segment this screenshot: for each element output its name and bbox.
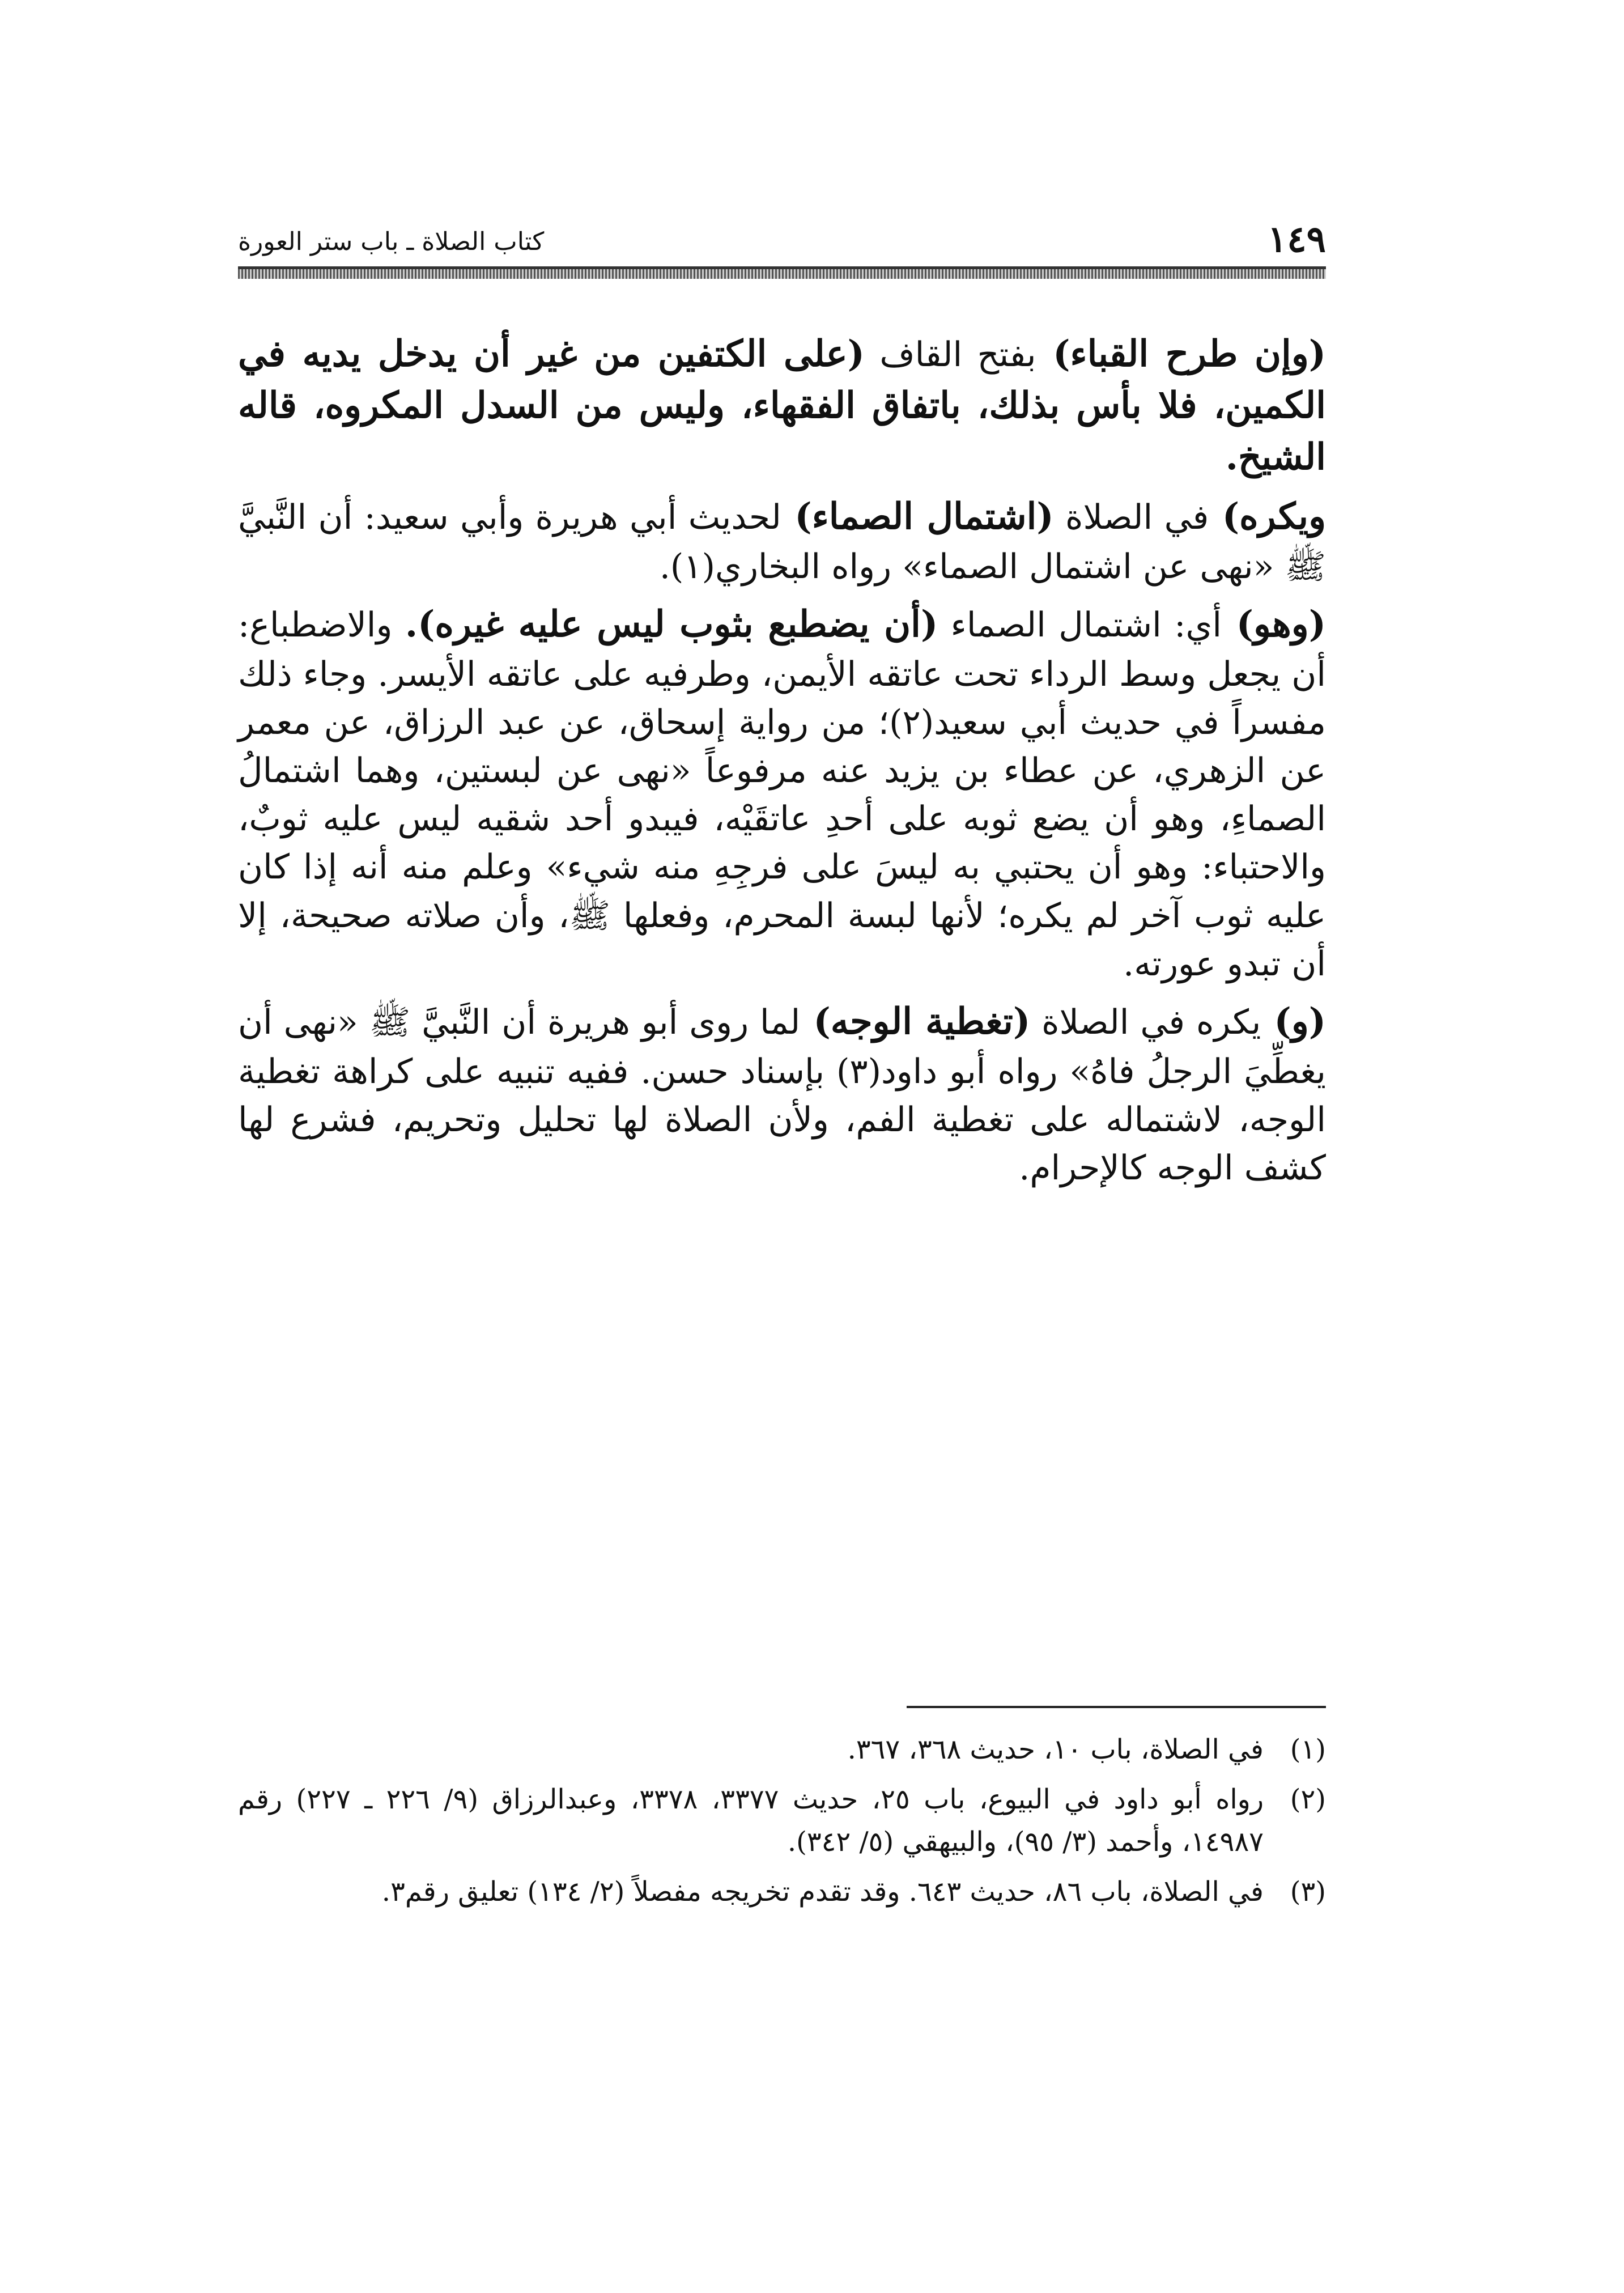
page-number: ١٤٩ xyxy=(1267,218,1326,261)
footnotes xyxy=(238,1729,1326,1921)
footnote-separator xyxy=(907,1706,1326,1708)
running-title: كتاب الصلاة ـ باب ستر العورة xyxy=(238,227,545,256)
plain-segment: بفتح القاف xyxy=(864,335,1036,375)
footnote-text: في الصلاة، باب ١٠، حديث ٣٦٨، ٣٦٧. xyxy=(847,1734,1264,1765)
paragraph-2 xyxy=(238,491,1326,591)
bold-segment: (على الكتفين من غير أن يدخل يديه في الكمين، فلا بأس بذلك، باتفاق الفقهاء، وليس من السدل المكروه، قاله الشيخ. xyxy=(238,333,1327,478)
main-text xyxy=(238,329,1326,1200)
plain-segment: يكره في الصلاة xyxy=(1030,1002,1261,1042)
bold-segment: (وإن طرح القباء) xyxy=(1036,333,1326,375)
page-header xyxy=(238,210,1326,261)
paragraph-3 xyxy=(238,599,1326,988)
bold-segment: (وهو) xyxy=(1222,602,1326,646)
footnote-number: (٣) xyxy=(1290,1876,1326,1908)
bold-segment: (و) xyxy=(1261,1000,1327,1043)
bold-segment: (اشتمال الصماء) xyxy=(781,495,1054,538)
plain-segment: أي: اشتمال الصماء xyxy=(938,605,1222,645)
bold-segment: ويكره) xyxy=(1209,495,1327,538)
plain-segment: والاضطباع: أن يجعل وسط الرداء تحت عاتقه الأيمن، وطرفيه على عاتقه الأيسر. وجاء ذلك مفسراً في حديث أبي سعيد(٢)؛ من رواية إسحاق، عن عبد الرزاق، عن معمر عن الزهري، عن عطاء بن يزيد عنه مرفوعاً «نهى عن لبستين، وهما اشتمالُ الصماءِ، وهو أن يضع ثوبه على أحدِ عاتقَيْه، فيبدو أحد شقيه ليس عليه ثوبٌ، والاحتباء: وهو أن يحتبي به ليسَ على فرجِهِ منه شيء» وعلم منه أنه إذا كان عليه ثوب آخر لم يكره؛ لأنها لبسة المحرم، وفعلها ﷺ، وأن صلاته صحيحة، إلا أن تبدو عورته. xyxy=(238,605,1326,984)
paragraph-1 xyxy=(238,329,1326,483)
footnote-item xyxy=(238,1871,1326,1913)
footnote-number: (٢) xyxy=(1290,1784,1326,1816)
footnote-text: في الصلاة، باب ٨٦، حديث ٦٤٣. وقد تقدم تخريجه مفصلاً (٢/ ١٣٤) تعليق رقم٣. xyxy=(381,1876,1264,1908)
footnote-text: رواه أبو داود في البيوع، باب ٢٥، حديث ٣٣٧٧، ٣٣٧٨، وعبدالرزاق (٩/ ٢٢٦ ـ ٢٢٧) رقم ١٤٩٨٧، وأحمد (٣/ ٩٥)، والبيهقي (٥/ ٣٤٢). xyxy=(238,1784,1264,1858)
plain-segment: لحديث أبي هريرة وأبي سعيد: أن النَّبيَّ ﷺ «نهى عن اشتمال الصماء» رواه البخاري(١). xyxy=(238,497,1326,587)
bold-segment: (تغطية الوجه) xyxy=(800,1000,1031,1043)
plain-segment: في الصلاة xyxy=(1053,497,1209,537)
header-rule xyxy=(238,266,1326,279)
footnote-item xyxy=(238,1729,1326,1770)
paragraph-4 xyxy=(238,996,1326,1192)
plain-segment: لما روى أبو هريرة أن النَّبيَّ ﷺ «نهى أن يغطِّيَ الرجلُ فاهُ» رواه أبو داود(٣) بإسناد حسن. ففيه تنبيه على كراهة تغطية الوجه، لاشتماله على تغطية الفم، ولأن الصلاة لها تحليل وتحريم، فشرع لها كشف الوجه كالإحرام. xyxy=(238,1002,1326,1188)
footnote-number: (١) xyxy=(1290,1734,1326,1765)
bold-segment: (أن يضطبع بثوب ليس عليه غيره). xyxy=(405,602,938,646)
footnote-item xyxy=(238,1778,1326,1863)
